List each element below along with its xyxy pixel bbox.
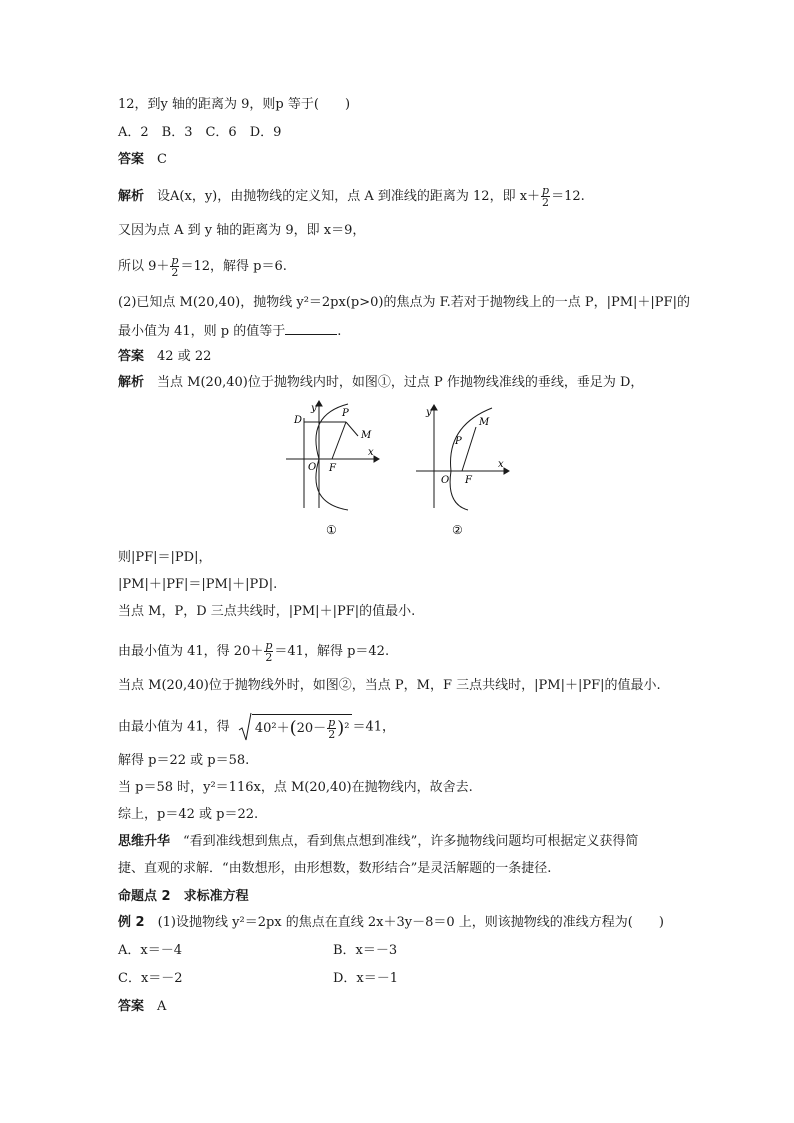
insight-line-2: 捷、直观的求解．“由数想形，由形想数，数形结合”是灵活解题的一条捷径. [118, 861, 552, 876]
answer-value: 42 或 22 [157, 349, 212, 364]
parabola [316, 404, 348, 510]
figure-2 [412, 400, 512, 542]
label-f: F [329, 463, 336, 474]
option-b: B．x＝－3 [333, 943, 398, 958]
example-2-line: 例 2 (1)设抛物线 y²＝2px 的焦点在直线 2x＋3y－8＝0 上，则该抛物线的准线方程为( ) [118, 915, 664, 930]
label-f: F [465, 475, 472, 486]
solution-line-3: 所以 9＋ $\frac{p}{2}$ ＝12，解得 p＝6. [118, 254, 287, 279]
answer-label: 答案 [118, 152, 145, 167]
solution-2-line-6: 当点 M(20,40)位于抛物线外时，如图②，当点 P，M，F 三点共线时，|PM|＋|PF|的值最小. [118, 678, 661, 693]
label-x: x [498, 459, 504, 470]
radical-sign [238, 712, 252, 742]
problem-line-1: 12，到y 轴的距离为 9，则p 等于( ) [118, 97, 351, 112]
solution-2-line-7: 由最小值为 41，得 40²＋(20－ $\frac{p}{2}$ )² ＝41， [118, 714, 395, 740]
left-paren: ( [289, 717, 297, 739]
solution-2-line-3: |PM|＋|PF|＝|PM|＋|PD|. [118, 577, 278, 592]
answer-label: 答案 [118, 999, 145, 1014]
segment-fm [462, 427, 476, 471]
problem-options: A．2 B．3 C．6 D．9 [118, 125, 282, 140]
answer-label: 答案 [118, 349, 145, 364]
x-axis-arrow [374, 456, 379, 462]
solution-2-line-9: 当 p＝58 时，y²＝116x，点 M(20,40)在抛物线内，故舍去. [118, 780, 473, 795]
solution-line-2: 又因为点 A 到 y 轴的距离为 9，即 x＝9， [118, 223, 366, 238]
problem-2-line-2: 最小值为 41，则 p 的值等于 . [118, 324, 342, 339]
label-y: y [426, 407, 432, 418]
example-label: 例 2 [118, 915, 145, 930]
y-axis-arrow [431, 405, 437, 410]
fraction: $\frac{p}{2}$ [265, 639, 273, 664]
label-o: O [308, 462, 317, 473]
fraction: $\frac{p}{2}$ [328, 716, 336, 741]
figure-1 [282, 400, 382, 542]
option-d: D．x＝－1 [333, 971, 399, 986]
solution-2-line-10: 综上，p＝42 或 p＝22. [118, 807, 259, 822]
answer-value: C [157, 152, 167, 167]
caption-1: ① [326, 523, 337, 537]
label-p: P [342, 408, 349, 419]
label-m: M [479, 417, 490, 428]
insight-line-1: 思维升华 “看到准线想到焦点，看到焦点想到准线”，许多抛物线问题均可根据定义获得简 [118, 834, 639, 849]
sqrt-expression: 40²＋(20－ $\frac{p}{2}$ )² [238, 714, 353, 740]
answer-value: A [157, 999, 167, 1014]
fraction: $\frac{p}{2}$ [171, 254, 179, 279]
answer-blank [285, 322, 337, 335]
solution-2-line-4: 当点 M，P，D 三点共线时，|PM|＋|PF|的值最小. [118, 604, 416, 619]
problem-2-line-1: (2)已知点 M(20,40)，抛物线 y²＝2px(p>0)的焦点为 F.若对于抛物线上的一点 P，|PM|＋|PF|的 [118, 295, 690, 310]
answer-3 [118, 998, 166, 1016]
answer-1 [118, 151, 167, 169]
label-y: y [311, 403, 317, 414]
solution-2-line-8: 解得 p＝22 或 p＝58. [118, 753, 250, 768]
label-o: O [441, 475, 450, 486]
solution-2-line-1: 解析 当点 M(20,40)位于抛物线内时，如图①，过点 P 作抛物线准线的垂线，垂足为 D， [118, 375, 644, 390]
right-paren: ) [337, 717, 345, 739]
label-x: x [368, 447, 374, 458]
label-p: P [455, 436, 462, 447]
insight-label: 思维升华 [118, 834, 171, 849]
caption-2: ② [452, 523, 463, 537]
topic-heading: 命题点 2 求标准方程 [118, 889, 249, 904]
option-c: C．x＝－2 [118, 971, 183, 986]
label-d: D [294, 415, 303, 426]
x-axis-arrow [504, 468, 509, 474]
option-a: A．x＝－4 [118, 943, 182, 958]
label-m: M [361, 430, 372, 441]
segment-pf [332, 422, 346, 459]
solution-label: 解析 [118, 375, 145, 390]
answer-2 [118, 348, 211, 366]
segment-pm [346, 422, 358, 436]
solution-2-line-5: 由最小值为 41，得 20＋ $\frac{p}{2}$ ＝41，解得 p＝42. [118, 639, 390, 664]
solution-line-1: 解析 设A(x，y)，由抛物线的定义知，点 A 到准线的距离为 12，即 x＋ $\frac{p}{2}$ ＝12. [118, 184, 585, 209]
fraction: $\frac{p}{2}$ [542, 184, 550, 209]
solution-2-line-2: 则|PF|＝|PD|， [118, 550, 212, 565]
solution-label: 解析 [118, 189, 145, 204]
y-axis-arrow [316, 401, 322, 406]
